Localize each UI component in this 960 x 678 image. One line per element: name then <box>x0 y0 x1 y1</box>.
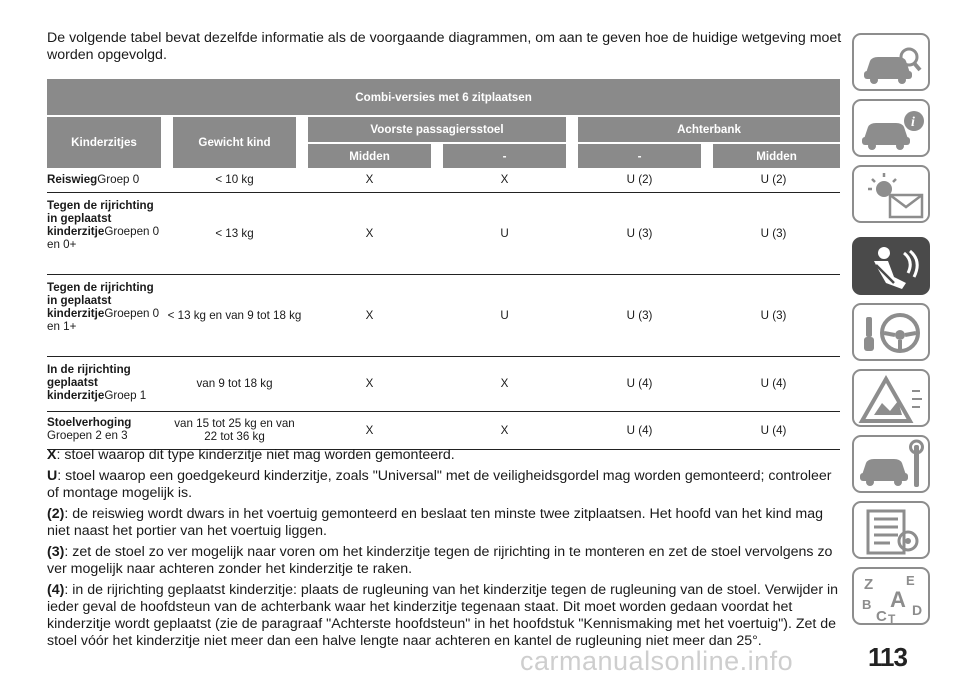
weight-cell: < 13 kg <box>167 192 302 274</box>
table-row <box>47 356 840 411</box>
value-cell: X <box>302 411 437 449</box>
specifications-list-icon <box>854 503 932 561</box>
warning-light-mail-icon <box>854 167 932 225</box>
group-class: Groepen 0 en 0+ <box>47 224 160 251</box>
header-gewicht-kind: Gewicht kind <box>167 116 302 168</box>
value-cell: X <box>437 411 572 449</box>
header-front-seat: Voorste passagiersstoel <box>302 116 572 143</box>
tab-maintenance[interactable] <box>852 435 930 493</box>
value-cell: U <box>437 192 572 274</box>
group-cell <box>47 411 167 449</box>
note-key: (4) <box>47 582 65 598</box>
group-name: Reiswieg <box>47 173 98 187</box>
value-cell: U (3) <box>572 192 707 274</box>
group-cell <box>47 274 167 356</box>
value-cell: U (2) <box>572 168 707 192</box>
table-row <box>47 411 840 449</box>
seat-airbag-icon <box>854 239 932 297</box>
note-key: (2) <box>47 506 65 522</box>
index-letter: B <box>862 597 872 612</box>
index-letter: C <box>876 608 887 625</box>
sub-header: - <box>572 143 707 168</box>
group-class: Groepen 0 en 1+ <box>47 306 160 333</box>
intro-text: De volgende tabel bevat dezelfde informatie als de voorgaande diagrammen, om aan te geven hoe de huidige wetgeving moet worden opgevolgd. <box>47 30 842 63</box>
page-number: 113 <box>868 642 907 672</box>
index-letter: T <box>888 612 896 626</box>
note-item <box>47 447 842 464</box>
value-cell: X <box>302 192 437 274</box>
car-wrench-icon <box>854 437 932 495</box>
car-search-icon <box>854 35 932 93</box>
group-class: Groepen 2 en 3 <box>47 428 128 442</box>
index-letter: D <box>912 602 923 618</box>
note-text: : de reiswieg wordt dwars in het voertuig gemonteerd en beslaat ten minste twee zitplaatsen. Het hoofd van het kind mag niet naast het portier van het voertuig liggen. <box>47 506 824 539</box>
index-letter: A <box>890 587 906 612</box>
value-cell: U (4) <box>572 356 707 411</box>
note-item <box>47 544 842 578</box>
weight-cell: < 13 kg en van 9 tot 18 kg <box>167 274 302 356</box>
warning-triangle-icon <box>854 371 932 429</box>
value-cell: X <box>302 274 437 356</box>
child-seat-table <box>47 79 840 450</box>
note-item <box>47 506 842 540</box>
tab-safety[interactable] <box>852 237 930 295</box>
group-class: Groep 0 <box>97 173 140 187</box>
legend-notes <box>47 447 842 654</box>
group-name: In de rijrichting geplaatst kinderzitje <box>47 362 131 402</box>
value-cell: U <box>437 274 572 356</box>
value-cell: X <box>437 356 572 411</box>
car-info-icon <box>854 101 932 159</box>
tab-specifications[interactable] <box>852 501 930 559</box>
group-name: Stoelverhoging <box>47 415 132 429</box>
watermark: carmanualsonline.info <box>520 646 794 676</box>
tab-car-info[interactable] <box>852 99 930 157</box>
table-row <box>47 192 840 274</box>
value-cell: U (4) <box>707 411 840 449</box>
value-cell: U (4) <box>707 356 840 411</box>
note-text: : in de rijrichting geplaatst kinderzitje: plaats de rugleuning van het kinderzitje tegen de rugleuning van de stoel. Verwijder in ieder geval de hoofdsteun van de achterbank waar het kinderzitje tegenaan staat. Dit moet worden gedaan voordat het kinderzitje wordt geplaatst (zie de paragraaf "Achterste hoofdsteun" in het hoofdstuk "Kennismaking met het voertuig"). Zet de stoel vóór het kinderzitje niet meer dan een halve lengte naar achteren en kantel de rugleuning niet meer dan 25°. <box>47 582 839 649</box>
value-cell: X <box>437 168 572 192</box>
tab-starting-driving[interactable] <box>852 303 930 361</box>
table-row <box>47 274 840 356</box>
sub-header: Midden <box>707 143 840 168</box>
note-item <box>47 582 842 650</box>
alphabet-index-icon <box>854 569 932 627</box>
table-row <box>47 168 840 192</box>
value-cell: U (3) <box>707 274 840 356</box>
tab-car-search[interactable] <box>852 33 930 91</box>
value-cell: X <box>302 356 437 411</box>
table-title: Combi-versies met 6 zitplaatsen <box>47 79 840 116</box>
note-key: X <box>47 447 57 463</box>
key-steering-wheel-icon <box>854 305 932 363</box>
value-cell: U (3) <box>572 274 707 356</box>
tab-emergency[interactable] <box>852 369 930 427</box>
note-item <box>47 468 842 502</box>
note-key: U <box>47 468 58 484</box>
value-cell: U (2) <box>707 168 840 192</box>
group-name: Tegen de rijrichting in geplaatst kinderzitje <box>47 198 154 238</box>
value-cell: U (3) <box>707 192 840 274</box>
note-text: : stoel waarop dit type kinderzitje niet mag worden gemonteerd. <box>56 447 455 463</box>
sub-header: - <box>437 143 572 168</box>
header-kinderzitjes: Kinderzitjes <box>47 116 167 168</box>
note-key: (3) <box>47 544 65 560</box>
value-cell: X <box>302 168 437 192</box>
weight-cell: van 15 tot 25 kg en van 22 tot 36 kg <box>167 411 302 449</box>
value-cell: U (4) <box>572 411 707 449</box>
index-letter: Z <box>864 576 874 593</box>
group-class: Groep 1 <box>104 388 147 402</box>
group-cell <box>47 168 167 192</box>
group-cell <box>47 192 167 274</box>
weight-cell: van 9 tot 18 kg <box>167 356 302 411</box>
tab-warning-lights[interactable] <box>852 165 930 223</box>
group-cell <box>47 356 167 411</box>
note-text: : stoel waarop een goedgekeurd kinderzitje, zoals "Universal" met de veiligheidsgordel mag worden gemonteerd; controleer of montage mogelijk is. <box>47 468 832 501</box>
header-rear-bench: Achterbank <box>572 116 840 143</box>
sub-header: Midden <box>302 143 437 168</box>
weight-cell: < 10 kg <box>167 168 302 192</box>
group-name: Tegen de rijrichting in geplaatst kinderzitje <box>47 280 154 320</box>
svg-text:i: i <box>911 115 915 130</box>
note-text: : zet de stoel zo ver mogelijk naar voren om het kinderzitje tegen de rijrichting in te monteren en zet de stoel vervolgens zo ver mogelijk naar achteren zonder het kinderzitje te raken. <box>47 544 833 577</box>
tab-alphabetical-index[interactable] <box>852 567 930 625</box>
index-letter: E <box>906 573 915 588</box>
